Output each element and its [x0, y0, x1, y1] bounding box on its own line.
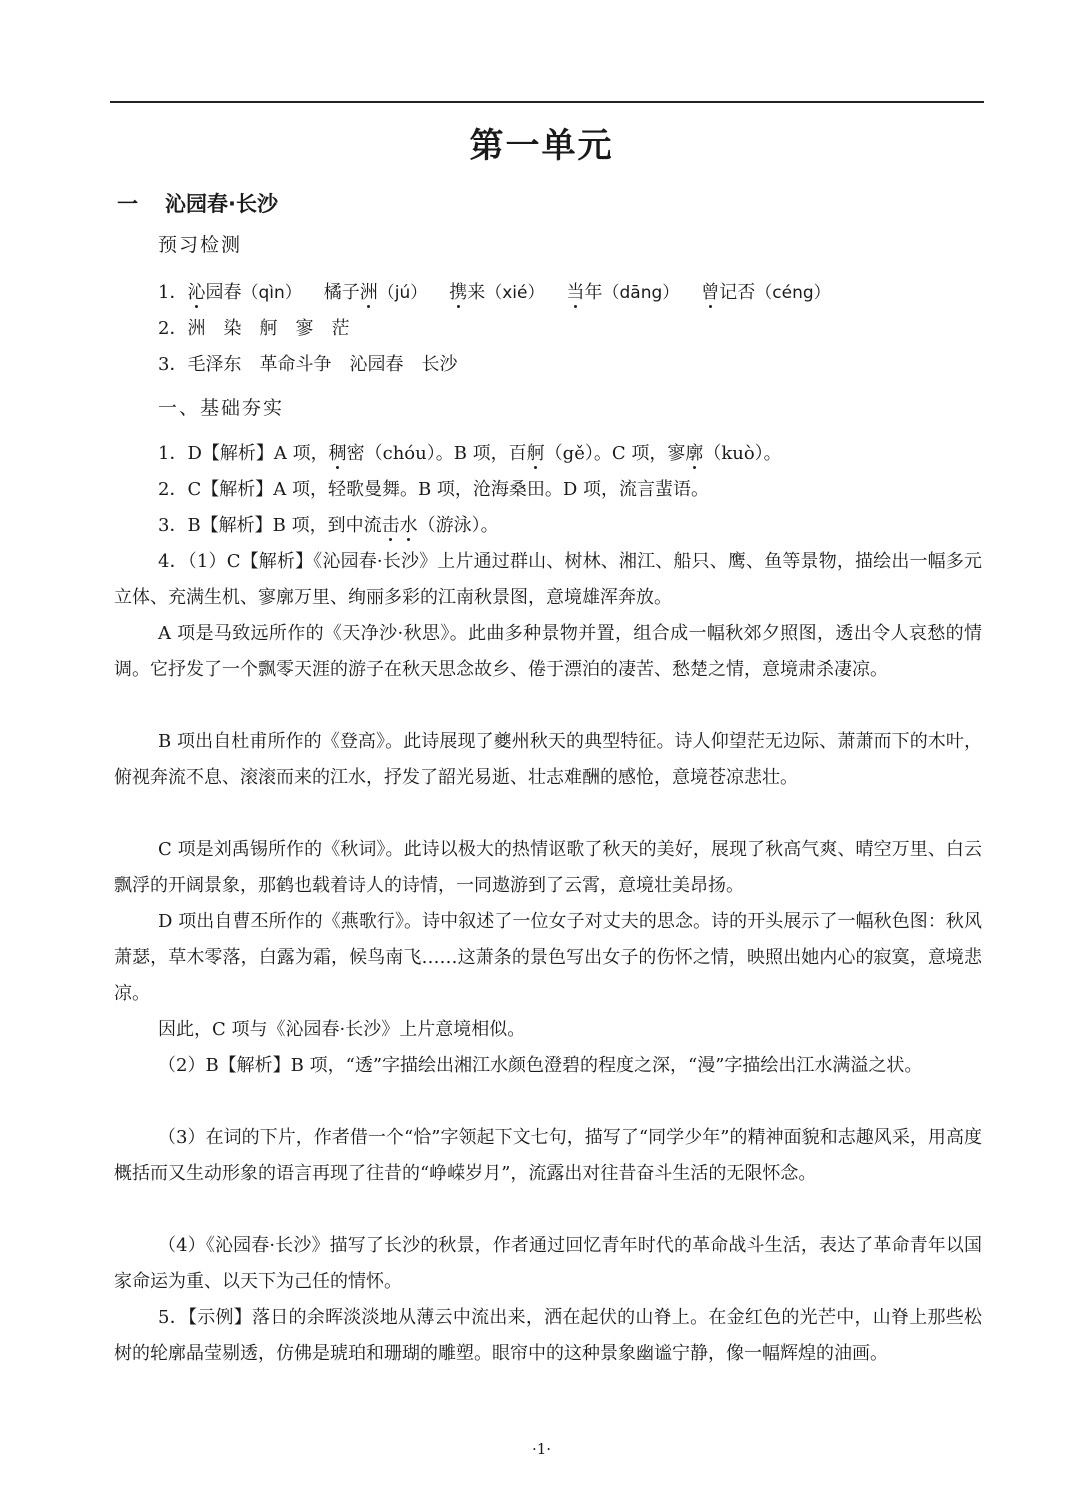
page-number: ·1· [531, 1440, 552, 1458]
basics-heading: 一、基础夯实 [158, 397, 285, 419]
section-name: 沁园春·长沙 [165, 192, 278, 216]
paragraph-option-c: C 项是刘禹锡所作的《秋词》。此诗以极大的热情讴歌了秋天的美好，展现了秋高气爽、晴空万里、白云飘浮的开阔景象，那鹤也载着诗人的诗情，一同遨游到了云霄，意境壮美昂扬。 [114, 839, 982, 896]
q1-item: 当年（dāng） [566, 282, 680, 303]
preview-q3: 3．毛泽东 革命斗争 沁园春 长沙 [158, 354, 458, 375]
answer-1: 1．D【解析】A 项，稠密（chóu）。B 项，百舸（gě）。C 项，寥廓（kuò）。 [158, 443, 782, 464]
answer-4-4: （4）《沁园春·长沙》描写了长沙的秋景，作者通过回忆青年时代的革命战斗生活，表达了革命青年以国家命运为重、以天下为己任的情怀。 [114, 1235, 982, 1292]
paragraph-option-d: D 项出自曹丕所作的《燕歌行》。诗中叙述了一位女子对丈夫的思念。诗的开头展示了一幅秋色图：秋风萧瑟，草木零落，白露为霜，候鸟南飞……这萧条的景色写出女子的伤怀之情，映照出她内心的寂寞，意境悲凉。 [114, 911, 982, 1004]
preview-heading: 预习检测 [158, 234, 243, 256]
answer-5: 5．【示例】落日的余晖淡淡地从薄云中流出来，洒在起伏的山脊上。在金红色的光芒中，山脊上那些松树的轮廓晶莹剔透，仿佛是琥珀和珊瑚的雕塑。眼帘中的这种景象幽谧宁静，像一幅辉煌的油画。 [114, 1307, 982, 1364]
unit-title: 第一单元 [469, 126, 614, 166]
paragraph-option-b: B 项出自杜甫所作的《登高》。此诗展现了夔州秋天的典型特征。诗人仰望茫无边际、萧萧而下的木叶，俯视奔流不息、滚滚而来的江水，抒发了韶光易逝、壮志难酬的感怆，意境苍凉悲壮。 [114, 731, 982, 788]
preview-q1: 1．沁园春（qìn） 橘子洲（jú） 携来（xié） 当年（dāng） 曾记否（céng） [158, 282, 831, 303]
answer-4-3: （3）在词的下片，作者借一个“恰”字领起下文七句，描写了“同学少年”的精神面貌和志趣风采，用高度概括而又生动形象的语言再现了往昔的“峥嵘岁月”，流露出对往昔奋斗生活的无限怀念。 [114, 1127, 982, 1184]
section-title [117, 188, 278, 218]
q1-item: 沁园春（qìn） [187, 282, 302, 303]
answer-4-1: 4．（1）C【解析】《沁园春·长沙》上片通过群山、树林、湘江、船只、鹰、鱼等景物，描绘出一幅多元立体、充满生机、寥廓万里、绚丽多彩的江南秋景图，意境雄浑奔放。 [114, 551, 982, 608]
q1-item: 携来（xié） [449, 282, 545, 303]
q1-item: 曾记否（céng） [701, 282, 831, 303]
q1-item: 橘子洲（jú） [323, 282, 428, 303]
answer-4-2: （2）B【解析】B 项，“透”字描绘出湘江水颜色澄碧的程度之深，“漫”字描绘出江水满溢之状。 [158, 1055, 923, 1076]
paragraph-conclusion: 因此，C 项与《沁园春·长沙》上片意境相似。 [158, 1019, 526, 1040]
preview-q2: 2．洲 染 舸 寥 茫 [158, 318, 350, 339]
answer-2: 2．C【解析】A 项，轻歌曼舞。B 项，沧海桑田。D 项，流言蜚语。 [158, 479, 710, 500]
section-number: 一 [117, 192, 138, 216]
header-rule [110, 101, 984, 103]
paragraph-option-a: A 项是马致远所作的《天净沙·秋思》。此曲多种景物并置，组合成一幅秋郊夕照图，透出令人哀愁的情调。它抒发了一个飘零天涯的游子在秋天思念故乡、倦于漂泊的凄苦、愁楚之情，意境肃杀凄凉。 [114, 623, 982, 680]
answer-3: 3．B【解析】B 项，到中流击水（游泳）。 [158, 515, 499, 536]
